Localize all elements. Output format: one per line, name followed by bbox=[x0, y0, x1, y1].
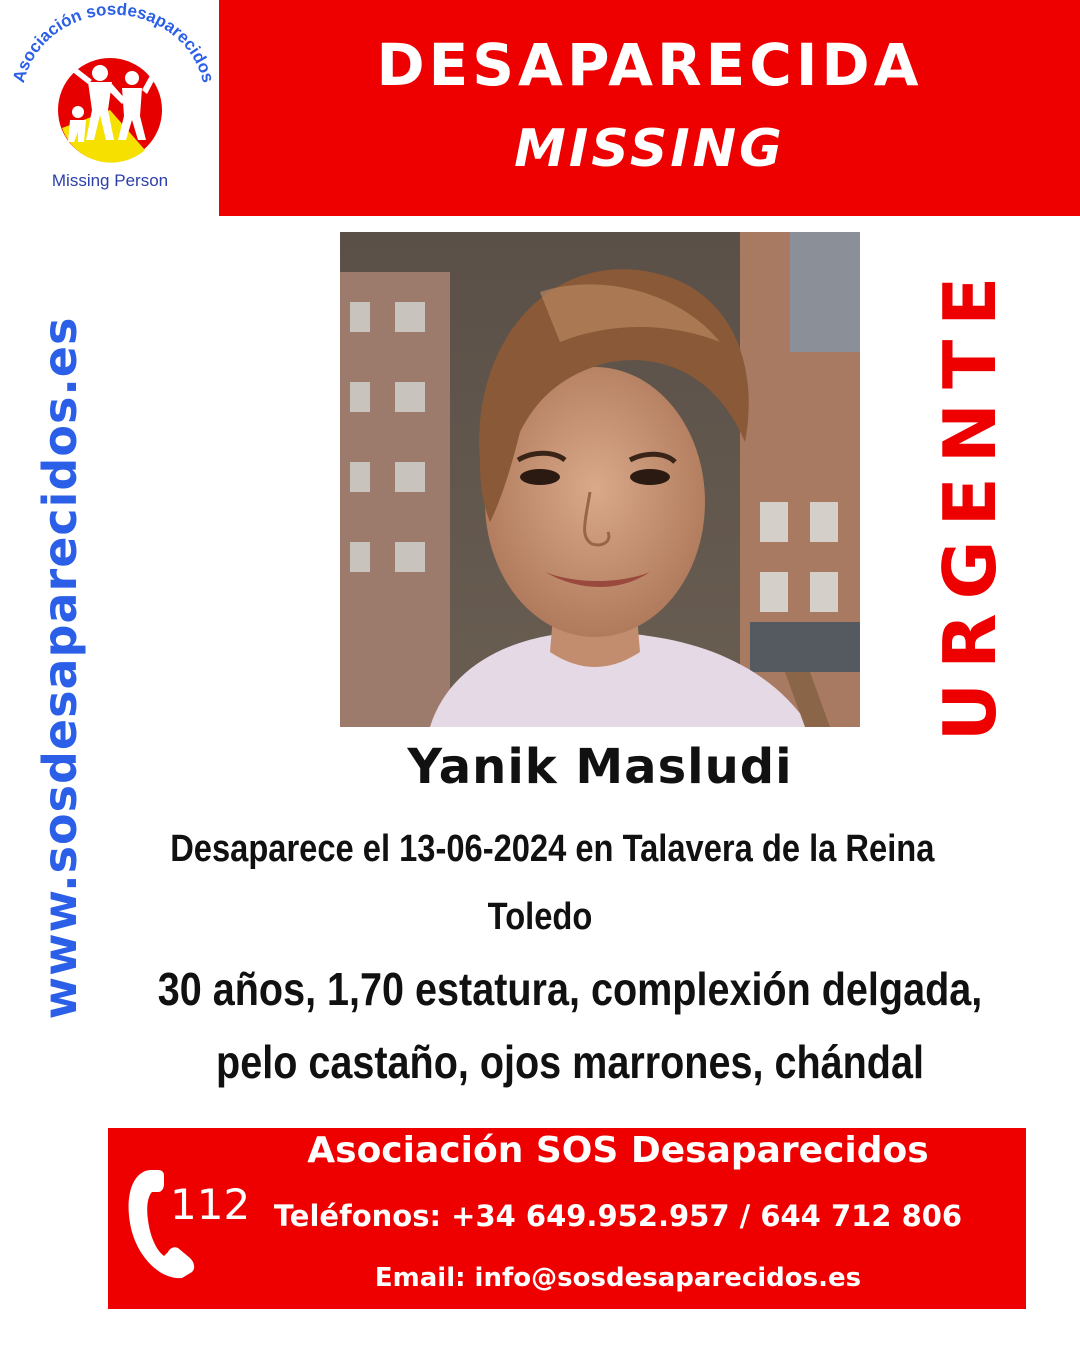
person-photo bbox=[340, 232, 860, 727]
association-logo bbox=[0, 0, 218, 215]
organization-name: Asociación SOS Desaparecidos bbox=[307, 1130, 929, 1171]
urgent-label: URGENTE bbox=[928, 262, 1012, 742]
logo-figures-icon bbox=[0, 0, 218, 215]
contact-email[interactable]: Email: info@sosdesaparecidos.es bbox=[374, 1263, 862, 1293]
description-line-2: pelo castaño, ojos marrones, chándal bbox=[216, 1036, 924, 1088]
logo-arc-text: Asociación sosdesaparecidos bbox=[9, 0, 218, 85]
description-line-1: 30 años, 1,70 estatura, complexión delgada, bbox=[157, 963, 983, 1015]
logo-subtitle: Missing Person bbox=[51, 171, 169, 190]
disappearance-date-place: Desaparece el 13-06-2024 en Talavera de la Reina bbox=[170, 828, 935, 870]
contact-footer bbox=[108, 1128, 1026, 1309]
disappearance-province: Toledo bbox=[487, 896, 593, 938]
header-banner bbox=[219, 0, 1080, 216]
header-title: DESAPARECIDA bbox=[376, 31, 923, 99]
header-subtitle: MISSING bbox=[514, 119, 785, 179]
emergency-number[interactable]: 112 bbox=[170, 1180, 251, 1229]
contact-phones[interactable]: Teléfonos: +34 649.952.957 / 644 712 806 bbox=[273, 1199, 963, 1233]
website-link[interactable]: www.sosdesaparecidos.es bbox=[33, 316, 87, 1020]
person-name: Yanik Masludi bbox=[407, 739, 793, 795]
